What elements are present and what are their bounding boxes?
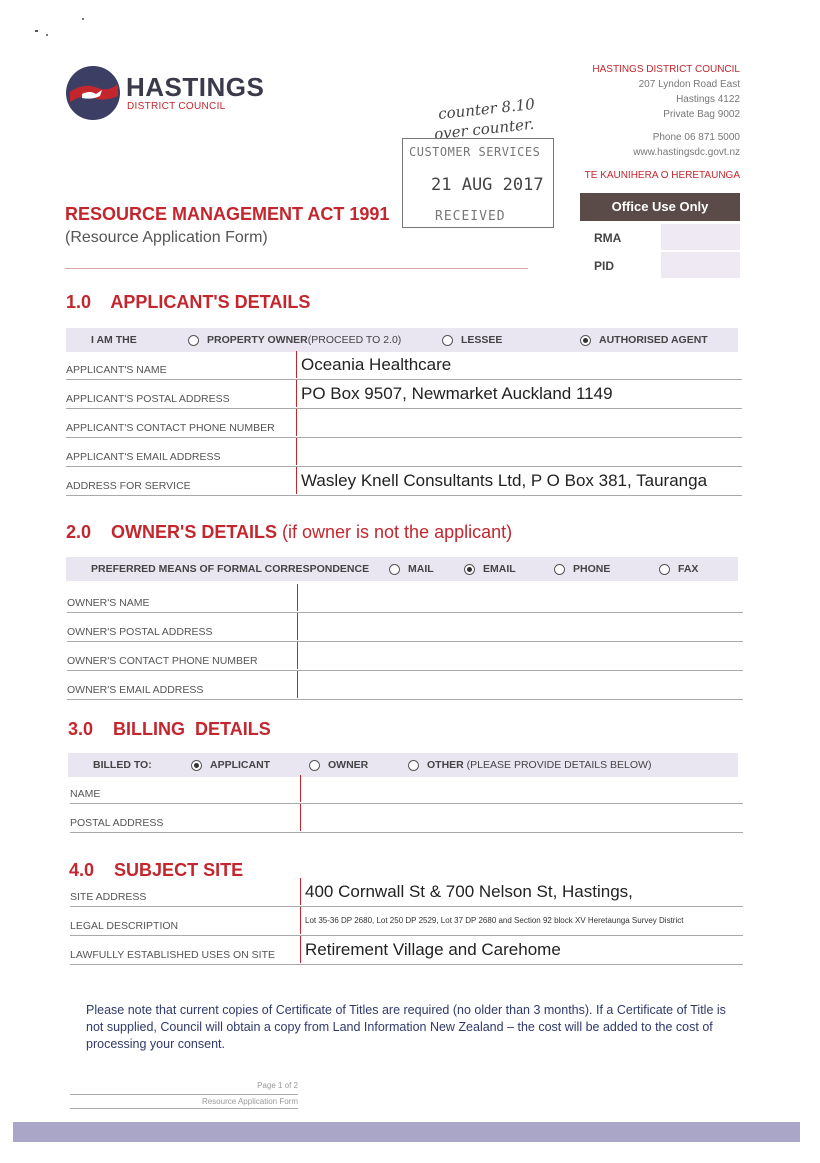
option-fax[interactable] xyxy=(659,557,698,581)
option-note: (PLEASE PROVIDE DETAILS BELOW) xyxy=(466,759,652,771)
applicant-email-row xyxy=(66,437,742,467)
section-title-note: (if owner is not the applicant) xyxy=(282,522,513,542)
radio-icon[interactable] xyxy=(442,335,453,346)
option-phone[interactable] xyxy=(554,557,610,581)
applicant-postal-field[interactable]: PO Box 9507, Newmarket Auckland 1149 xyxy=(296,380,613,407)
footer-form-name: Resource Application Form xyxy=(201,1097,298,1106)
handwritten-note: counter 8.10 xyxy=(437,94,536,124)
office-rma-label: RMA xyxy=(594,231,622,245)
owner-name-row xyxy=(67,583,743,613)
field-label: APPLICANT'S NAME xyxy=(66,364,167,376)
scan-speck xyxy=(35,30,38,32)
option-label: OWNER xyxy=(328,759,369,771)
page-title: RESOURCE MANAGEMENT ACT 1991 xyxy=(65,204,390,224)
title-divider xyxy=(65,268,528,269)
radio-icon[interactable] xyxy=(188,335,199,346)
logo-emblem-icon xyxy=(64,64,122,122)
legal-description-row xyxy=(70,906,743,936)
footer-page-number: Page 1 of 2 xyxy=(257,1081,298,1090)
address-line: Hastings 4122 xyxy=(676,94,740,105)
radio-icon[interactable] xyxy=(309,760,320,771)
established-uses-field[interactable]: Retirement Village and Carehome xyxy=(300,936,561,963)
applicant-type-band xyxy=(66,328,738,352)
field-label: OWNER'S NAME xyxy=(67,597,150,609)
billing-name-row xyxy=(70,774,743,804)
stamp-date: 21 AUG 2017 xyxy=(431,175,544,195)
option-label: AUTHORISED AGENT xyxy=(599,334,708,346)
radio-selected-icon[interactable] xyxy=(580,335,591,346)
owner-name-field[interactable] xyxy=(297,584,302,611)
section-title: SUBJECT SITE xyxy=(114,860,244,880)
field-label: OWNER'S CONTACT PHONE NUMBER xyxy=(67,655,258,667)
footer-divider xyxy=(70,1108,298,1109)
applicant-name-row xyxy=(66,350,742,380)
certificate-note: Please note that current copies of Certificate of Titles are required (no older than 3 months). If a Certificate of Title is not supplied, Council will obtain a copy from Land Information New Zealand – the cost will be added to the cost of processing your consent. xyxy=(86,1003,726,1051)
office-pid-field[interactable] xyxy=(661,252,740,278)
billing-postal-row xyxy=(70,803,743,833)
section-title: BILLING DETAILS xyxy=(113,719,271,739)
scan-speck xyxy=(46,34,48,36)
billing-postal-field[interactable] xyxy=(300,804,305,831)
address-line: 207 Lyndon Road East xyxy=(638,79,740,90)
option-label: PHONE xyxy=(573,563,611,575)
bottom-bar xyxy=(13,1122,800,1142)
applicant-name-field[interactable]: Oceania Healthcare xyxy=(296,351,451,378)
address-for-service-field[interactable]: Wasley Knell Consultants Ltd, P O Box 381, Tauranga xyxy=(296,467,707,494)
field-label: ADDRESS FOR SERVICE xyxy=(66,480,191,492)
field-label: APPLICANT'S CONTACT PHONE NUMBER xyxy=(66,422,275,434)
section-title: OWNER'S DETAILS xyxy=(111,522,277,542)
section-1-heading xyxy=(66,292,310,313)
stamp-top: CUSTOMER SERVICES xyxy=(409,145,541,159)
section-title: APPLICANT'S DETAILS xyxy=(110,292,311,312)
stamp-bottom: RECEIVED xyxy=(435,209,506,224)
option-label: MAIL xyxy=(408,563,434,575)
office-use-heading: Office Use Only xyxy=(580,193,740,221)
applicant-email-field[interactable] xyxy=(296,438,301,465)
option-label: EMAIL xyxy=(483,563,516,575)
office-rma-field[interactable] xyxy=(661,224,740,250)
footer-divider xyxy=(70,1094,298,1095)
owner-phone-field[interactable] xyxy=(297,642,302,669)
address-line: Private Bag 9002 xyxy=(663,109,740,120)
field-label: APPLICANT'S EMAIL ADDRESS xyxy=(66,451,221,463)
council-address xyxy=(585,62,740,183)
applicant-postal-row xyxy=(66,379,742,409)
option-authorised-agent[interactable] xyxy=(580,328,708,352)
field-label: LEGAL DESCRIPTION xyxy=(70,920,179,932)
option-label: OTHER xyxy=(427,759,464,771)
site-address-row xyxy=(70,877,743,907)
option-label: LESSEE xyxy=(461,334,503,346)
legal-description-field[interactable]: Lot 35-36 DP 2680, Lot 250 DP 2529, Lot 37 DP 2680 and Section 92 block XV Heretaunga Survey District xyxy=(300,907,683,934)
option-mail[interactable] xyxy=(389,557,434,581)
option-lessee[interactable] xyxy=(442,328,502,352)
section-number: 3.0 xyxy=(68,719,94,739)
established-uses-row xyxy=(70,935,743,965)
owner-postal-field[interactable] xyxy=(297,613,302,640)
section-number: 4.0 xyxy=(69,860,95,880)
owner-email-field[interactable] xyxy=(297,671,302,698)
option-label: FAX xyxy=(678,563,699,575)
owner-postal-row xyxy=(67,612,743,642)
preferred-means-label: PREFERRED MEANS OF FORMAL CORRESPONDENCE xyxy=(91,563,370,575)
option-label: APPLICANT xyxy=(210,759,271,771)
field-label: NAME xyxy=(70,788,101,800)
owner-email-row xyxy=(67,670,743,700)
radio-icon[interactable] xyxy=(389,564,400,575)
correspondence-band xyxy=(66,557,738,581)
council-phone: Phone 06 871 5000 xyxy=(652,132,740,143)
i-am-the-label: I AM THE xyxy=(91,334,137,346)
council-maori-name: TE KAUNIHERA O HERETAUNGA xyxy=(584,170,740,181)
field-label: LAWFULLY ESTABLISHED USES ON SITE xyxy=(70,949,276,961)
option-email[interactable] xyxy=(464,557,516,581)
radio-icon[interactable] xyxy=(554,564,565,575)
applicant-phone-row xyxy=(66,408,742,438)
field-label: OWNER'S EMAIL ADDRESS xyxy=(67,684,204,696)
field-label: OWNER'S POSTAL ADDRESS xyxy=(67,626,213,638)
radio-icon[interactable] xyxy=(659,564,670,575)
council-name: HASTINGS DISTRICT COUNCIL xyxy=(592,64,740,75)
section-number: 2.0 xyxy=(66,522,92,542)
radio-icon[interactable] xyxy=(408,760,419,771)
section-number: 1.0 xyxy=(66,292,92,312)
option-note: (PROCEED TO 2.0) xyxy=(307,334,402,346)
option-label: PROPERTY OWNER xyxy=(207,334,308,346)
billed-to-label: BILLED TO: xyxy=(93,759,152,771)
owner-phone-row xyxy=(67,641,743,671)
received-stamp xyxy=(402,138,554,228)
radio-selected-icon[interactable] xyxy=(191,760,202,771)
field-label: SITE ADDRESS xyxy=(70,891,147,903)
council-logo xyxy=(64,64,122,122)
council-website: www.hastingsdc.govt.nz xyxy=(633,147,740,158)
site-address-field[interactable]: 400 Cornwall St & 700 Nelson St, Hastings, xyxy=(300,878,633,905)
logo-title: HASTINGS xyxy=(126,72,265,102)
logo-subtitle: DISTRICT COUNCIL xyxy=(127,101,226,112)
billing-name-field[interactable] xyxy=(300,775,305,802)
address-for-service-row xyxy=(66,466,742,496)
scan-speck xyxy=(82,18,84,20)
office-pid-label: PID xyxy=(594,259,615,273)
page-subtitle: (Resource Application Form) xyxy=(65,229,268,246)
handwritten-note: over counter. xyxy=(433,114,535,144)
section-2-heading xyxy=(66,522,512,543)
field-label: POSTAL ADDRESS xyxy=(70,817,164,829)
field-label: APPLICANT'S POSTAL ADDRESS xyxy=(66,393,230,405)
applicant-phone-field[interactable] xyxy=(296,409,301,436)
section-3-heading xyxy=(68,719,271,740)
radio-selected-icon[interactable] xyxy=(464,564,475,575)
option-property-owner[interactable] xyxy=(188,328,401,352)
